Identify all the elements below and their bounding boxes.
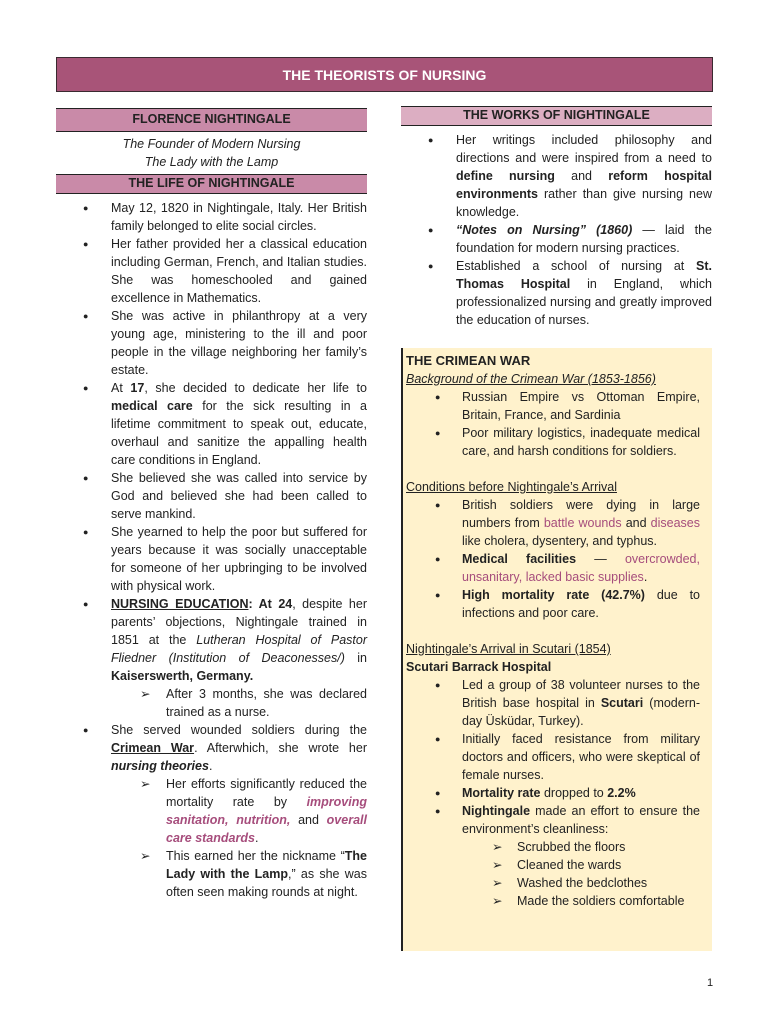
crimean-background-heading: Background of the Crimean War (1853-1856): [406, 372, 656, 386]
life-bullet-education: ● Her father provided her a classical education including German, French, and Italian studies. She was homeschooled and gained excellence in Mathematics.: [56, 235, 367, 307]
cleanliness-item: ➢ Scrubbed the floors: [492, 840, 626, 854]
life-bullet-philanthropy: ● She was active in philanthropy at a very young age, ministering to the ill and poor people in the village neighboring her family’s estate.: [56, 307, 367, 379]
life-list: [56, 199, 367, 901]
sub-bullet-trained: ➢ After 3 months, she was declared trained as a nurse.: [140, 687, 367, 719]
section-heading-life: THE LIFE OF NIGHTINGALE: [56, 174, 367, 194]
subtitle-lady-lamp: The Lady with the Lamp: [144, 155, 279, 169]
background-bullet-belligerents: ● Russian Empire vs Ottoman Empire, Britain, France, and Sardinia: [406, 388, 700, 424]
section-heading-florence: FLORENCE NIGHTINGALE: [56, 108, 367, 132]
arrow-bullet-icon: ➢: [492, 840, 503, 854]
conditions-list: [406, 496, 700, 622]
page-number: 1: [707, 977, 714, 989]
arrival-bullet-nurses: ● Led a group of 38 volunteer nurses to the British base hospital in Scutari (modern-day Üsküdar, Turkey).: [406, 676, 700, 730]
works-bullet-writings: ● Her writings included philosophy and directions and were inspired from a need to define nursing and reform hospital environments rather than give nursing new knowledge.: [401, 131, 712, 221]
arrival-subheading: Scutari Barrack Hospital: [406, 660, 552, 674]
sub-bullet-nickname: ➢ This earned her the nickname “The Lady with the Lamp,” as she was often seen making rounds at night.: [140, 849, 367, 899]
cleanliness-item: ➢ Made the soldiers comfortable: [492, 894, 685, 908]
subtitle-founder: The Founder of Modern Nursing: [122, 137, 301, 151]
life-bullet-crimean: ● She served wounded soldiers during the Crimean War. Afterwhich, she wrote her nursing theories. ➢ Her efforts significantly reduced the mortality rate by improving sanitation, nutrition, and overall care standards. ➢ This earned her the nickname “The Lady with the Lamp,” as she was often seen making rounds at night.: [56, 721, 367, 901]
background-list: [406, 388, 700, 460]
arrival-bullet-resistance: ● Initially faced resistance from military doctors and officers, who were skeptical of female nurses.: [406, 730, 700, 784]
crimean-war-box: [401, 348, 712, 951]
arrow-bullet-icon: ➢: [492, 894, 503, 908]
life-bullet-dedication: ● At 17, she decided to dedicate her life to medical care for the sick resulting in a lifetime commitment to speak out, educate, overhaul and sanitize the appalling health care conditions in England.: [56, 379, 367, 469]
arrow-bullet-icon: ➢: [492, 858, 503, 872]
works-section: [401, 106, 712, 329]
arrival-bullet-cleanliness: ● Nightingale made an effort to ensure the environment’s cleanliness:: [406, 802, 700, 838]
section-heading-works: THE WORKS OF NIGHTINGALE: [401, 106, 712, 126]
cleanliness-item: ➢ Cleaned the wards: [492, 858, 622, 872]
page-title: THE THEORISTS OF NURSING: [56, 57, 713, 92]
life-bullet-birth: ● May 12, 1820 in Nightingale, Italy. Her British family belonged to elite social circles.: [56, 199, 367, 235]
arrow-bullet-icon: ➢: [140, 849, 151, 863]
works-list: [401, 131, 712, 329]
cleanliness-item: ➢ Washed the bedclothes: [492, 876, 648, 890]
crimean-title: THE CRIMEAN WAR: [406, 353, 531, 368]
conditions-bullet-mortality: ● High mortality rate (42.7%) due to infections and poor care.: [406, 586, 700, 622]
arrow-bullet-icon: ➢: [492, 876, 503, 890]
cleanliness-sublist: [406, 838, 700, 910]
arrival-list: [406, 676, 700, 838]
life-bullet-yearning: ● She yearned to help the poor but suffered for years because it was socially unacceptable for someone of her upbringing to be involved with physical work.: [56, 523, 367, 595]
nursing-education-sublist: [111, 685, 367, 721]
background-bullet-logistics: ● Poor military logistics, inadequate medical care, and harsh conditions for soldiers.: [406, 424, 700, 460]
crimean-sublist: [111, 775, 367, 901]
life-bullet-calling: ● She believed she was called into service by God and believed she had been called to serve mankind.: [56, 469, 367, 523]
works-bullet-school: ● Established a school of nursing at St. Thomas Hospital in England, which professionalized nursing and greatly improved the education of nurses.: [401, 257, 712, 329]
left-column: [56, 108, 367, 901]
works-bullet-notes: ● “Notes on Nursing” (1860) — laid the foundation for modern nursing practices.: [401, 221, 712, 257]
conditions-bullet-soldiers: ● British soldiers were dying in large numbers from battle wounds and diseases like cholera, dysentery, and typhus.: [406, 496, 700, 550]
conditions-bullet-facilities: ● Medical facilities — overcrowded, unsanitary, lacked basic supplies.: [406, 550, 700, 586]
sub-bullet-efforts: ➢ Her efforts significantly reduced the mortality rate by improving sanitation, nutrition, and overall care standards.: [140, 777, 367, 845]
arrow-bullet-icon: ➢: [140, 687, 151, 701]
life-bullet-nursing-education: ● NURSING EDUCATION: At 24, despite her parents’ objections, Nightingale trained in 1851 at the Lutheran Hospital of Pastor Fliedner (Institution of Deaconesses/) in Kaiserswerth, Germany. ➢ After 3 months, she was declared trained as a nurse.: [56, 595, 367, 721]
arrow-bullet-icon: ➢: [140, 777, 151, 791]
arrival-heading: Nightingale’s Arrival in Scutari (1854): [406, 642, 611, 656]
arrival-bullet-mortality: ● Mortality rate dropped to 2.2%: [406, 784, 700, 802]
conditions-heading: Conditions before Nightingale’s Arrival: [406, 480, 617, 494]
